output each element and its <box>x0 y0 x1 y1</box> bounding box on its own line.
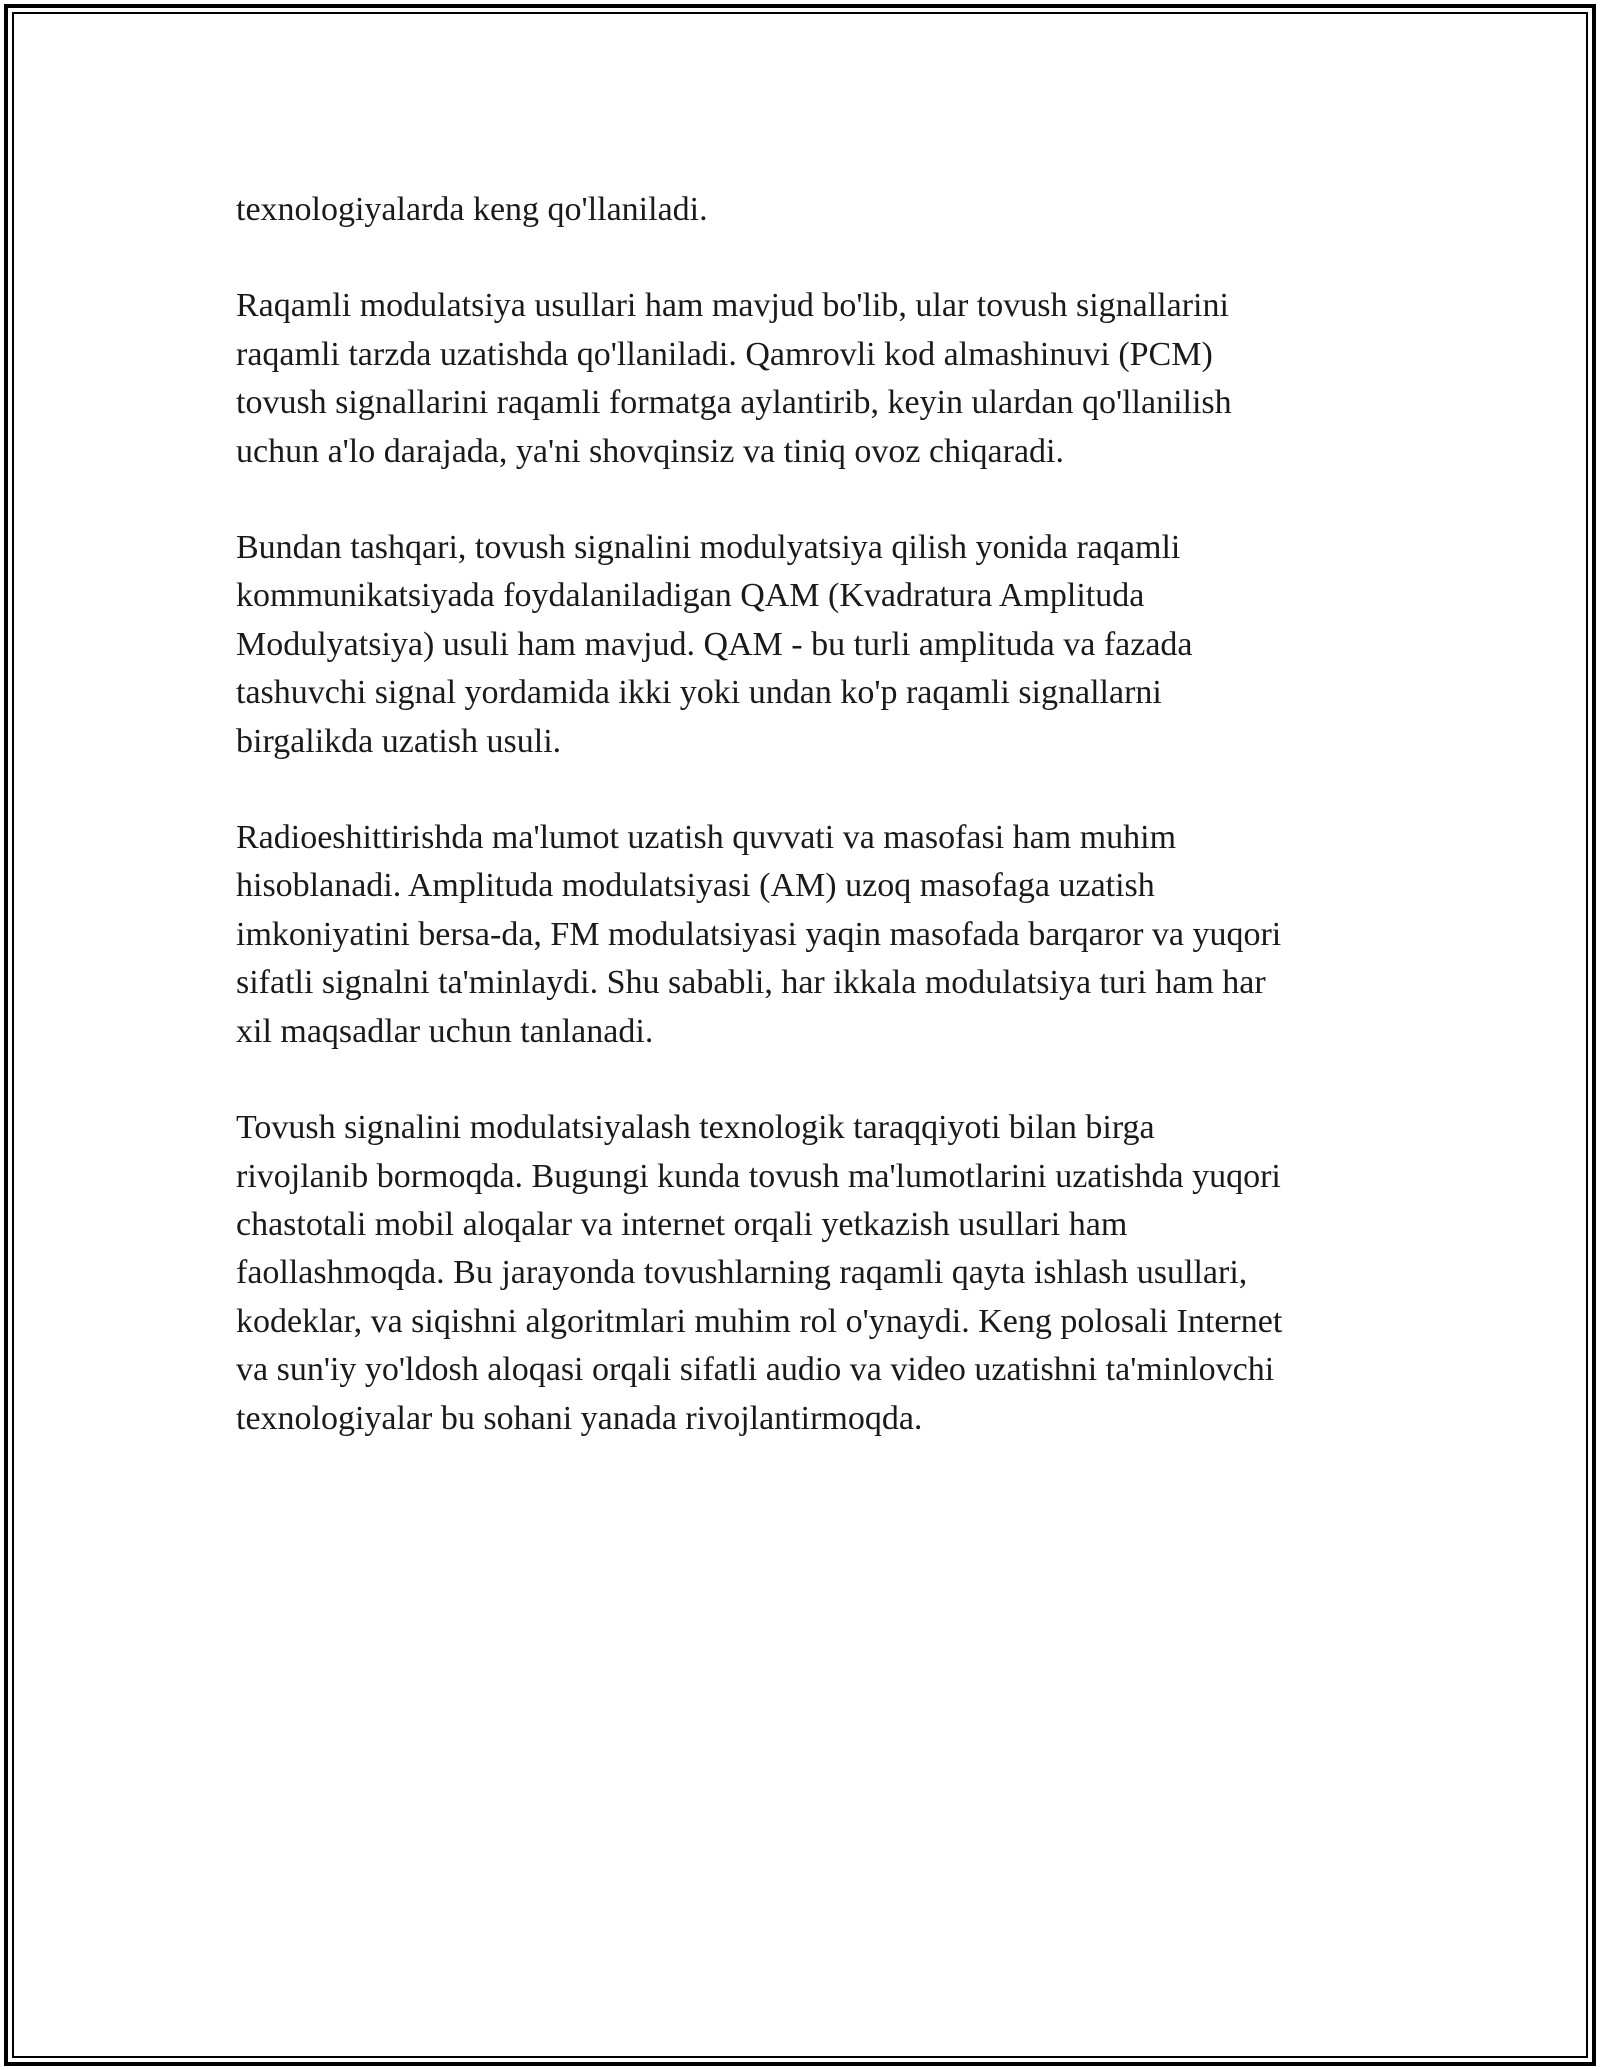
paragraph-qam: Bundan tashqari, tovush signalini modulyatsiya qilish yonida raqamli kommunikatsiyada foydalaniladigan QAM (Kvadratura Amplituda Modulyatsiya) usuli ham mavjud. QAM - bu turli amplituda va fazada tashuvchi signal yordamida ikki yoki undan ko'p raqamli signallarni birgalikda uzatish usuli. <box>236 529 1193 760</box>
paragraph-technology-progress: Tovush signalini modulatsiyalash texnologik taraqqiyoti bilan birga rivojlanib bormoqda. Bugungi kunda tovush ma'lumotlarini uzatishda yuqori chastotali mobil aloqalar va internet orqali yetkazish usullari ham faollashmoqda. Bu jarayonda tovushlarning raqamli qayta ishlash usullari, kodeklar, va siqishni algoritmlari muhim rol o'ynaydi. Keng polosali Internet va sun'iy yo'ldosh aloqasi orqali sifatli audio va video uzatishni ta'minlovchi texnologiyalar bu sohani yanada rivojlantirmoqda. <box>236 1109 1283 1437</box>
paragraph-digital-modulation: Raqamli modulatsiya usullari ham mavjud bo'lib, ular tovush signallarini raqamli tarzda uzatishda qo'llaniladi. Qamrovli kod almashinuvi (PCM) tovush signallarini raqamli formatga aylantirib, keyin ulardan qo'llanilish uchun a'lo darajada, ya'ni shovqinsiz va tiniq ovoz chiqaradi. <box>236 287 1232 470</box>
paragraph-am-fm: Radioeshittirishda ma'lumot uzatish quvvati va masofasi ham muhim hisoblanadi. Amplituda modulatsiyasi (AM) uzoq masofaga uzatish imkoniyatini bersa-da, FM modulatsiyasi yaqin masofada barqaror va yuqori sifatli signalni ta'minlaydi. Shu sababli, har ikkala modulatsiya turi ham har xil maqsadlar uchun tanlanadi. <box>236 819 1282 1050</box>
document-body <box>236 186 1376 1491</box>
paragraph-continuation: texnologiyalarda keng qo'llaniladi. <box>236 191 708 228</box>
